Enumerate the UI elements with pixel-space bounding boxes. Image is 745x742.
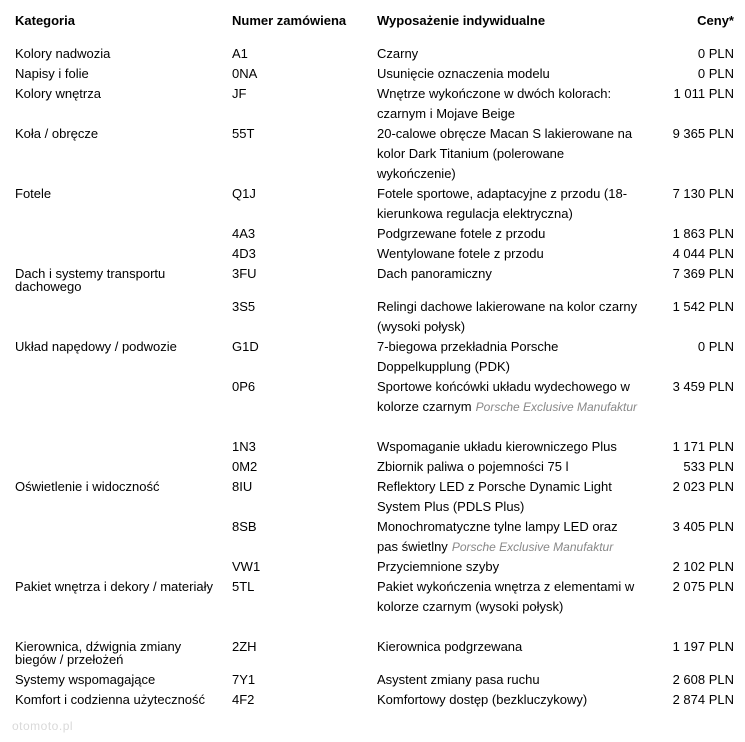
row-price: 2 075 PLN: [672, 579, 734, 594]
row-code: JF: [232, 86, 247, 101]
row-price: 1 863 PLN: [672, 226, 734, 241]
row-description: [377, 244, 639, 264]
row-description: [377, 377, 639, 417]
row-price: 1 011 PLN: [673, 86, 734, 101]
row-code: Q1J: [232, 186, 256, 201]
row-description-text: Monochromatyczne tylne lampy LED oraz pas świetlny: [377, 519, 618, 554]
row-description: [377, 557, 639, 577]
row-description-text: Pakiet wykończenia wnętrza z elementami w kolorze czarnym (wysoki połysk): [377, 579, 635, 614]
row-description-text: Podgrzewane fotele z przodu: [377, 226, 546, 241]
row-description-text: Wspomaganie układu kierowniczego Plus: [377, 439, 617, 454]
row-description: [377, 124, 639, 184]
row-description: [377, 577, 639, 617]
row-code: 2ZH: [232, 639, 257, 654]
header-order-number: Numer zamówiena: [232, 13, 347, 28]
row-category: [15, 224, 220, 227]
row-description: [377, 637, 639, 657]
row-category: Napisy i folie: [15, 66, 89, 81]
row-price: 0 PLN: [697, 66, 734, 81]
row-code: 7Y1: [232, 672, 256, 687]
row-category: [15, 557, 220, 560]
row-category: Pakiet wnętrza i dekory / materiały: [15, 579, 213, 594]
row-category: Kolory nadwozia: [15, 46, 111, 61]
row-description: [377, 224, 639, 244]
row-code: 4A3: [232, 226, 256, 241]
row-category: [15, 517, 220, 520]
row-code: VW1: [232, 559, 261, 574]
row-category: Komfort i codzienna użyteczność: [15, 692, 206, 707]
row-code: 3FU: [232, 266, 257, 281]
row-price: 2 102 PLN: [672, 559, 734, 574]
row-code: 0M2: [232, 459, 258, 474]
row-description: [377, 84, 639, 124]
row-price: 2 023 PLN: [672, 479, 734, 494]
row-category: Oświetlenie i widoczność: [15, 479, 160, 494]
row-category: Kierownica, dźwignia zmiany biegów / przełożeń: [15, 639, 182, 667]
row-category: Kolory wnętrza: [15, 86, 101, 101]
row-description-text: Relingi dachowe lakierowane na kolor czarny (wysoki połysk): [377, 299, 638, 334]
row-category: [15, 297, 220, 300]
row-price: 0 PLN: [697, 46, 734, 61]
row-description: [377, 437, 639, 457]
row-category: Fotele: [15, 186, 52, 201]
row-code: 1N3: [232, 439, 256, 454]
row-price: 2 608 PLN: [672, 672, 734, 687]
row-code: G1D: [232, 339, 259, 354]
row-description: [377, 457, 639, 477]
row-category: Układ napędowy / podwozie: [15, 339, 177, 354]
row-price: 1 197 PLN: [672, 639, 734, 654]
row-description: [377, 264, 639, 284]
row-description-text: Fotele sportowe, adaptacyjne z przodu (18-kierunkowa regulacja elektryczna): [377, 186, 628, 221]
row-description: [377, 670, 639, 690]
row-note: Porsche Exclusive Manufaktur: [475, 400, 638, 414]
row-description-text: Komfortowy dostęp (bezkluczykowy): [377, 692, 588, 707]
row-category: Systemy wspomagające: [15, 672, 156, 687]
row-description: [377, 337, 639, 377]
row-description: [377, 477, 639, 517]
row-description: [377, 297, 639, 337]
row-description-text: 7-biegowa przekładnia Porsche Doppelkupplung (PDK): [377, 339, 559, 374]
row-description: [377, 44, 639, 64]
row-description-text: Zbiornik paliwa o pojemności 75 l: [377, 459, 569, 474]
row-description: [377, 64, 639, 84]
row-code: 5TL: [232, 579, 255, 594]
row-description: [377, 690, 639, 710]
row-price: 4 044 PLN: [672, 246, 734, 261]
row-category: [15, 437, 220, 440]
row-category: Koła / obręcze: [15, 126, 99, 141]
row-description: [377, 184, 639, 224]
row-code: 55T: [232, 126, 255, 141]
row-note: Porsche Exclusive Manufaktur: [451, 540, 614, 554]
row-description-text: Czarny: [377, 46, 419, 61]
row-price: 533 PLN: [683, 459, 734, 474]
row-price: 3 405 PLN: [672, 519, 734, 534]
row-code: 3S5: [232, 299, 256, 314]
row-code: 4D3: [232, 246, 256, 261]
row-category: [15, 244, 220, 247]
row-description-text: Asystent zmiany pasa ruchu: [377, 672, 540, 687]
row-price: 3 459 PLN: [672, 379, 734, 394]
row-description-text: Usunięcie oznaczenia modelu: [377, 66, 550, 81]
row-description-text: Przyciemnione szyby: [377, 559, 500, 574]
header-price: Ceny*: [697, 13, 734, 28]
row-price: 0 PLN: [697, 339, 734, 354]
row-description-text: Reflektory LED z Porsche Dynamic Light System Plus (PDLS Plus): [377, 479, 612, 514]
row-description-text: Wentylowane fotele z przodu: [377, 246, 544, 261]
row-price: 2 874 PLN: [672, 692, 734, 707]
row-description: [377, 517, 639, 557]
row-description-text: Wnętrze wykończone w dwóch kolorach: czarnym i Mojave Beige: [377, 86, 612, 121]
row-code: 8IU: [232, 479, 253, 494]
row-price: 7 369 PLN: [672, 266, 734, 281]
row-code: 4F2: [232, 692, 255, 707]
row-description-text: Dach panoramiczny: [377, 266, 492, 281]
row-code: 0NA: [232, 66, 258, 81]
row-price: 1 171 PLN: [672, 439, 734, 454]
row-price: 1 542 PLN: [672, 299, 734, 314]
row-code: 8SB: [232, 519, 257, 534]
row-category: Dach i systemy transportu dachowego: [15, 266, 166, 294]
row-code: 0P6: [232, 379, 256, 394]
row-description-text: Sportowe końcówki układu wydechowego w kolorze czarnym: [377, 379, 630, 414]
header-equipment: Wyposażenie indywidualne: [377, 13, 546, 28]
row-description-text: 20-calowe obręcze Macan S lakierowane na kolor Dark Titanium (polerowane wykończenie): [377, 126, 633, 181]
watermark: otomoto.pl: [12, 719, 74, 733]
row-price: 9 365 PLN: [672, 126, 734, 141]
row-category: [15, 377, 220, 380]
header-category: Kategoria: [15, 13, 75, 28]
row-code: A1: [232, 46, 248, 61]
row-description-text: Kierownica podgrzewana: [377, 639, 523, 654]
row-price: 7 130 PLN: [672, 186, 734, 201]
row-category: [15, 457, 220, 460]
